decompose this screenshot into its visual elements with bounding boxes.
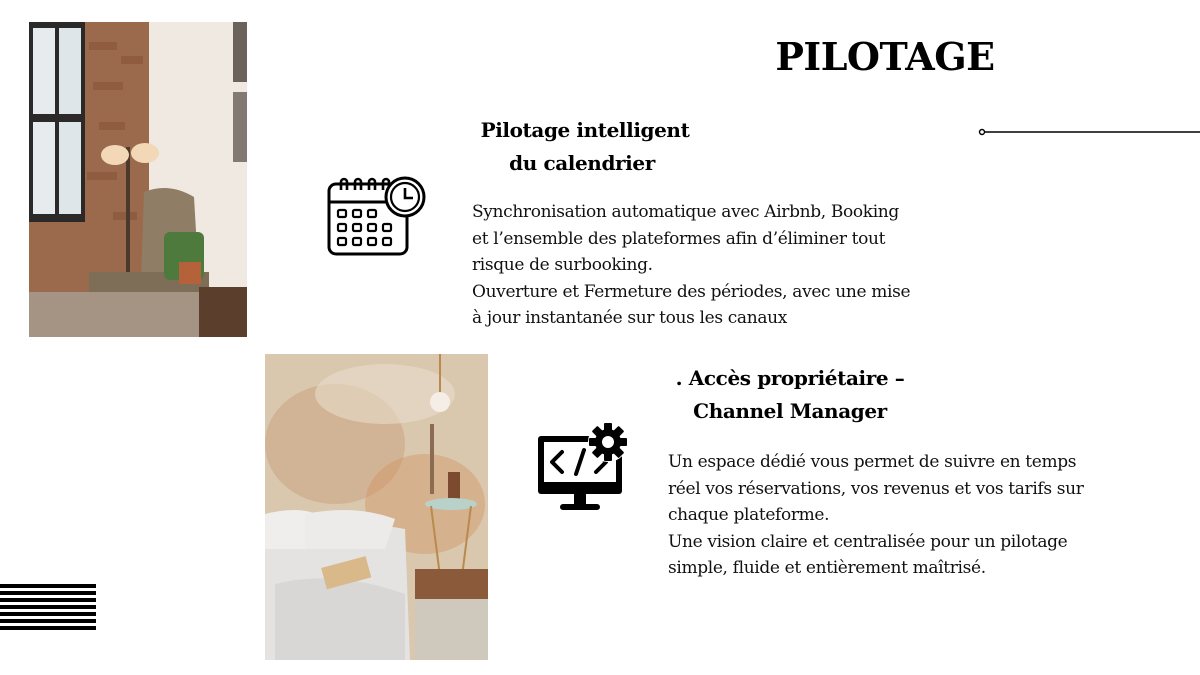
calendar-clock-icon — [326, 176, 426, 258]
section1-description — [472, 199, 979, 332]
section1-text-line: risque de surbooking. — [472, 255, 653, 275]
section1-text-line: et l’ensemble des plateformes afin d’éliminer tout — [472, 228, 886, 249]
section1-heading-line2: du calendrier — [509, 151, 655, 175]
section2-text-line: réel vos réservations, vos revenus et vos tarifs sur — [668, 478, 1084, 499]
section2-text-line: Une vision claire et centralisée pour un pilotage — [668, 531, 1068, 552]
section2-heading: . Accès propriétaire – — [675, 366, 905, 390]
section2-text-line: chaque plateforme. — [668, 505, 830, 525]
section1-text-line: à jour instantanée sur tous les canaux — [472, 308, 787, 328]
decorative-stripes — [0, 584, 96, 630]
section2-heading-line2: Channel Manager — [693, 399, 887, 423]
section1-heading: Pilotage intelligent — [480, 118, 690, 142]
section2-text-line: simple, fluide et entièrement maîtrisé. — [668, 558, 986, 578]
section1-text-line: Ouverture et Fermeture des périodes, avec une mise — [472, 281, 911, 302]
code-monitor-gear-icon — [536, 422, 628, 514]
interior-armchair-photo — [29, 22, 247, 337]
title-divider — [978, 128, 1200, 136]
section1-text-line: Synchronisation automatique avec Airbnb, Booking — [472, 202, 899, 222]
page-title: PILOTAGE — [775, 34, 995, 79]
section2-description — [668, 449, 1129, 582]
section2-text-line: Un espace dédié vous permet de suivre en temps — [668, 452, 1077, 472]
interior-bedroom-photo — [265, 354, 488, 660]
